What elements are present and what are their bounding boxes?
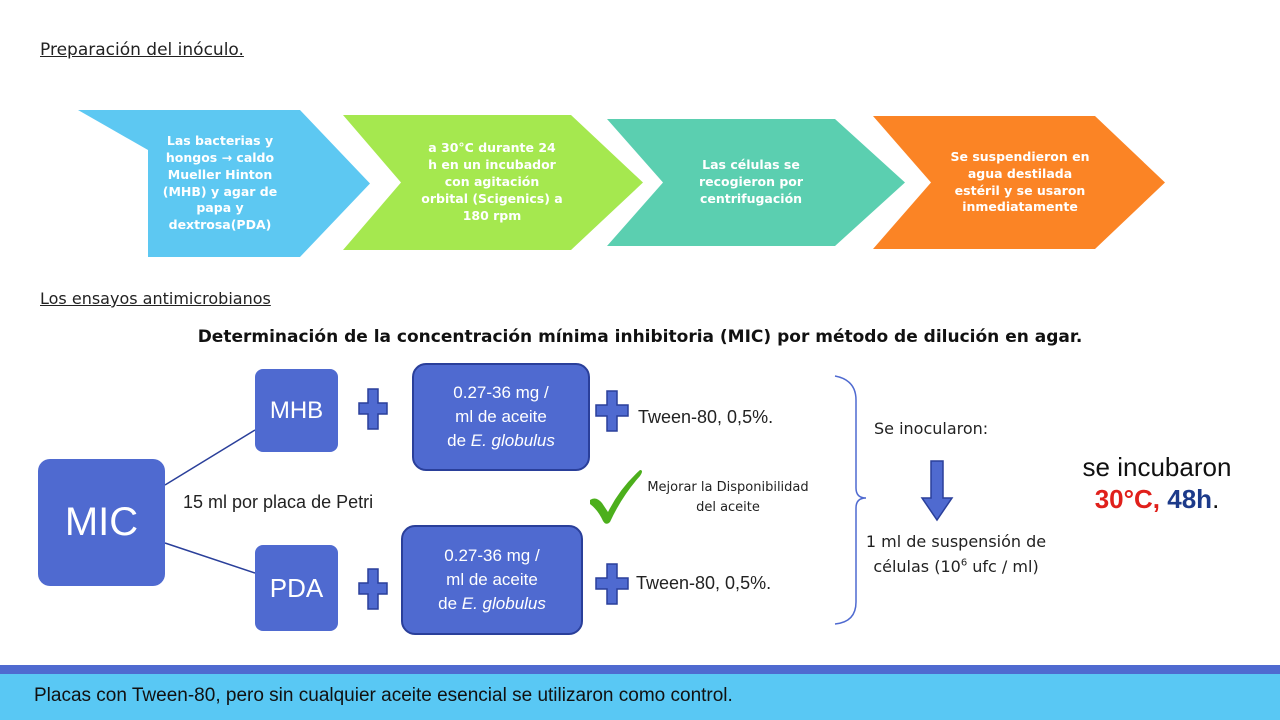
process-step-line: recogieron por — [698, 174, 804, 190]
plus-icon — [594, 562, 630, 608]
process-step-line: estéril y se usaron — [954, 182, 1086, 198]
incubated-label: se incubaron — [1082, 452, 1232, 482]
process-step-line: centrifugación — [699, 190, 803, 206]
improve-line1: Mejorar la Disponibilidad — [647, 480, 809, 495]
concentration-line2: ml de aceite — [455, 407, 547, 427]
arrow-down-icon — [920, 460, 954, 522]
process-step-line: 180 rpm — [462, 207, 522, 223]
mic-heading: Determinación de la concentración mínima inhibitoria (MIC) por método de dilución en agar. — [197, 327, 1083, 347]
process-step-line: Las células se — [702, 157, 800, 173]
suspension-line2 — [838, 555, 1074, 580]
improve-availability — [628, 478, 828, 518]
process-step-line: dextrosa(PDA) — [168, 217, 272, 233]
connector-pda — [165, 543, 255, 573]
plus-icon — [357, 567, 389, 613]
incubation-block — [1052, 452, 1262, 515]
connector-mhb — [165, 430, 255, 485]
concentration-line1: 0.27-36 mg / — [453, 383, 549, 403]
page-title: Preparación del inóculo. — [40, 40, 244, 60]
separator: , — [1152, 484, 1168, 514]
section-title: Los ensayos antimicrobianos — [40, 289, 271, 308]
concentration-prefix: de — [447, 430, 467, 450]
improve-line2: del aceite — [696, 500, 760, 516]
right-bracket — [835, 376, 866, 624]
process-step-line: Mueller Hinton — [167, 166, 273, 182]
period: . — [1212, 484, 1220, 514]
footer-divider — [0, 665, 1280, 674]
suspension-line2-unit: ufc / ml) — [967, 556, 1039, 576]
species-name: E. globulus — [470, 430, 555, 450]
process-step-line: hongos → caldo — [165, 149, 275, 165]
process-step-line: agua destilada — [967, 165, 1073, 181]
process-step-line: Las bacterias y — [166, 132, 274, 148]
tween-label: Tween-80, 0,5%. — [636, 573, 772, 593]
tween-label: Tween-80, 0,5%. — [638, 407, 774, 427]
concentration-line2: ml de aceite — [446, 570, 538, 590]
temperature-value: 30°C — [1094, 484, 1153, 514]
suspension-line1: 1 ml de suspensión de — [865, 532, 1047, 551]
time-value: 48h — [1167, 484, 1213, 514]
process-step-line: h en un incubador — [428, 157, 556, 173]
process-step-line: inmediatamente — [962, 199, 1078, 215]
mhb-box: MHB — [255, 369, 338, 452]
concentration-box — [412, 363, 590, 471]
pda-box: PDA — [255, 545, 338, 631]
concentration-line1: 0.27-36 mg / — [444, 546, 540, 566]
plus-icon — [594, 389, 630, 435]
footer-note: Placas con Tween-80, pero sin cualquier aceite esencial se utilizaron como control. — [34, 685, 733, 706]
concentration-box — [401, 525, 583, 635]
suspension-line2-text: células (10 — [873, 556, 961, 576]
process-step-line: a 30°C durante 24 — [428, 140, 556, 156]
suspension-exponent: 6 — [960, 557, 968, 569]
mic-box: MIC — [38, 459, 165, 586]
process-step-line: con agitación — [444, 174, 540, 190]
incubation-conditions — [1052, 484, 1262, 515]
process-step-line: papa y — [196, 200, 244, 216]
suspension-label — [838, 530, 1074, 580]
plus-icon — [357, 387, 389, 433]
process-step-line: orbital (Scigenics) a — [421, 190, 563, 206]
species-name: E. globulus — [461, 593, 546, 613]
petri-label: 15 ml por placa de Petri — [183, 492, 374, 512]
process-step-line: (MHB) y agar de — [162, 183, 278, 199]
concentration-prefix: de — [438, 593, 458, 613]
process-step-line: Se suspendieron en — [950, 148, 1090, 164]
inoculated-label: Se inocularon: — [874, 419, 989, 438]
